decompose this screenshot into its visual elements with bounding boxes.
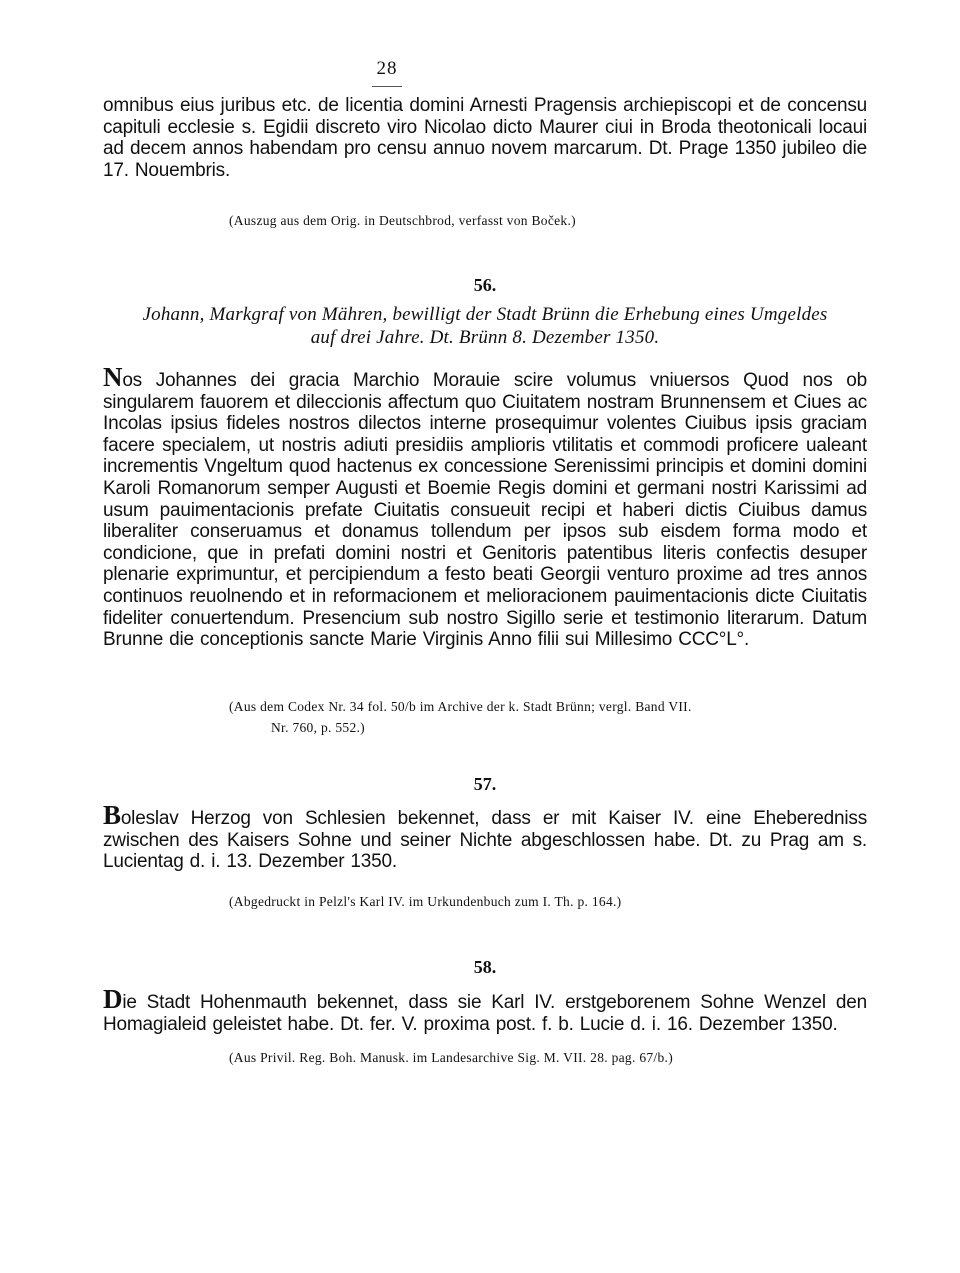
doc56-regest-line2: auf drei Jahre. Dt. Brünn 8. Dezember 1350. bbox=[310, 326, 660, 348]
doc57-initial: B bbox=[103, 800, 121, 830]
doc56-regest-line1: Johann, Markgraf von Mähren, bewilligt der Stadt Brünn die Erhebung eines Umgeldes bbox=[142, 304, 828, 325]
doc57-source: (Abgedruckt in Pelzl's Karl IV. im Urkundenbuch zum I. Th. p. 164.) bbox=[229, 894, 622, 909]
doc56-body-block bbox=[103, 362, 867, 651]
doc56-source-line2: Nr. 760, p. 552.) bbox=[271, 720, 365, 735]
page-number: 28 bbox=[376, 58, 398, 79]
doc56-initial: N bbox=[103, 362, 123, 392]
doc57-body bbox=[103, 800, 867, 873]
doc56-source-block bbox=[103, 696, 867, 738]
doc56-regest bbox=[103, 304, 867, 349]
doc56-number: 56. bbox=[473, 275, 497, 295]
doc56-body bbox=[103, 362, 867, 651]
doc57-text: oleslav Herzog von Schlesien bekennet, dass er mit Kaiser IV. eine Eheberedniss zwischen des Kaisers Sohne und seiner Nichte abgeschlossen habe. Dt. zu Prag am s. Lucientag d. i. 13. Dezember 1350. bbox=[103, 808, 867, 873]
doc58-body-block bbox=[103, 984, 867, 1035]
doc58-number: 58. bbox=[473, 957, 497, 977]
continuation-block bbox=[103, 95, 867, 181]
doc56-text: os Johannes dei gracia Marchio Morauie scire volumus vniuersos Quod nos ob singularem fauorem et dileccionis affectum quo Ciuitatem nostram Brunnensem et Ciues ac Incolas ipsius fideles nostros dilectos interne prosequimur volentes Ciuibus ipsis graciam facere specialem, ut nostris adiuti presidiis amplioris vtilitatis et commodi proficere ualeant incrementis Vngeltum quod hactenus ex concessione Serenissimi principis et domini domini Karoli Romanorum semper Augusti et Boemie Regis domini et germani nostri Karissimi ad usum pauimentacionis prefate Ciuitatis consueuit recipi et haberi dictis Ciuibus damus liberaliter conseruamus et donamus tollendum per ipsos sub eisdem forma modo et condicione, que in prefati domini nostri et Genitoris patentibus literis confectis desuper plenarie exprimuntur, et percipiendum a festo beati Georgii venturo proxime ad tres annos continuos reuolnendo et in reformacionem et melioracionem pauimentacionis dicte Ciuitatis fideliter conuertendum. Presencium sub nostro Sigillo serie et testimonio literarum. Datum Brunne die conceptionis sancte Marie Virginis Anno filii sui Millesimo CCC°L°. bbox=[103, 370, 867, 651]
doc58-body bbox=[103, 984, 867, 1035]
continuation-source: (Auszug aus dem Orig. in Deutschbrod, verfasst von Boček.) bbox=[229, 213, 576, 228]
doc57-source-block bbox=[103, 891, 867, 912]
continuation-source-block bbox=[103, 210, 867, 231]
page-number-rule bbox=[372, 86, 402, 87]
doc58-text: ie Stadt Hohenmauth bekennet, dass sie Karl IV. erstgeborenem Sohne Wenzel den Homagialeid geleistet habe. Dt. fer. V. proxima post. f. b. Lucie d. i. 16. Dezember 1350. bbox=[103, 992, 867, 1035]
doc58-initial: D bbox=[103, 984, 123, 1014]
doc57-body-block bbox=[103, 800, 867, 873]
doc58-source-block bbox=[103, 1047, 867, 1068]
doc58-source: (Aus Privil. Reg. Boh. Manusk. im Landesarchive Sig. M. VII. 28. pag. 67/b.) bbox=[229, 1050, 674, 1065]
doc57-number: 57. bbox=[473, 774, 497, 794]
doc56-source-line1: (Aus dem Codex Nr. 34 fol. 50/b im Archive der k. Stadt Brünn; vergl. Band VII. bbox=[229, 699, 692, 714]
continuation-text: omnibus eius juribus etc. de licentia domini Arnesti Pragensis archiepiscopi et de concensu capituli ecclesie s. Egidii discreto viro Nicolao dicto Maurer ciui in Broda theotonicali locaui ad decem annos habendam pro censu annuo novem marcarum. Dt. Prage 1350 jubileo die 17. Nouembris. bbox=[103, 95, 867, 181]
